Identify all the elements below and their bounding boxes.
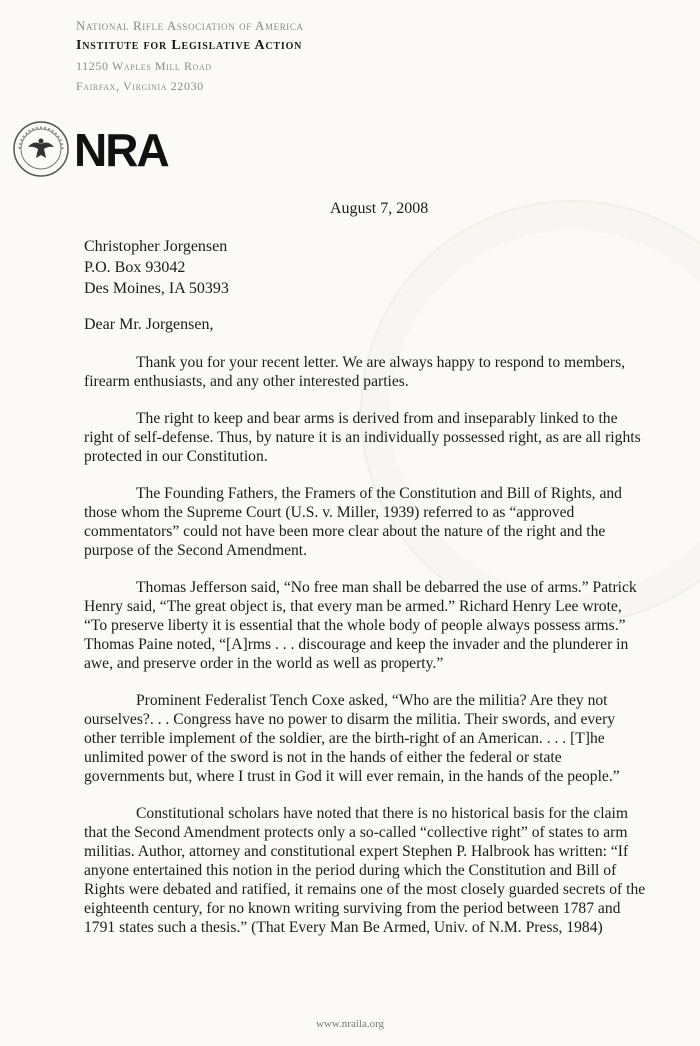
organization-name: National Rifle Association of America — [76, 18, 304, 33]
paragraph-line: The Founding Fathers, the Framers of the Constitution and Bill of Rights, and — [136, 485, 622, 502]
paragraph-line: anyone entertained this notion in the period during which the Constitution and Bill of — [84, 862, 617, 879]
paragraph-line: eighteenth century, for no known writing surviving from the period between 1787 and — [84, 900, 621, 917]
paragraph-line: other terrible implement of the soldier, are the birth-right of an American. . . . [T]he — [84, 730, 605, 747]
paragraph-line: Rights were debated and ratified, it remains one of the most closely guarded secrets of the — [84, 881, 646, 898]
paragraph-line: purpose of the Second Amendment. — [84, 542, 308, 559]
paragraph-line: ourselves?. . . Congress have no power to disarm the militia. Their swords, and every — [84, 711, 616, 728]
paragraph-line: unlimited power of the sword is not in the hands of either the federal or state — [84, 749, 562, 766]
paragraph-line: awe, and preserve order in the world as well as property.” — [84, 655, 444, 672]
salutation: Dear Mr. Jorgensen, — [84, 316, 214, 333]
paragraph-line: governments but, where I trust in God it will ever remain, in the hands of the people.” — [84, 768, 620, 785]
paragraph-line: Thank you for your recent letter. We are always happy to respond to members, — [136, 354, 626, 371]
recipient-city: Des Moines, IA 50393 — [84, 280, 229, 297]
institute-name: Institute for Legislative Action — [76, 38, 303, 53]
paragraph-line: right of self-defense. Thus, by nature it is an individually possessed right, as are all rights — [84, 429, 641, 446]
paragraph-line: that the Second Amendment protects only a so-called “collective right” of states to arm — [84, 824, 628, 841]
city-address: Fairfax, Virginia 22030 — [76, 79, 204, 93]
nra-logo: NRA — [74, 124, 168, 176]
footer-url: www.nraila.org — [315, 1018, 385, 1030]
letter-date: August 7, 2008 — [330, 200, 429, 217]
paragraph-line: Constitutional scholars have noted that there is no historical basis for the claim — [136, 805, 628, 822]
body-paragraph — [84, 691, 696, 786]
paragraph-line: firearm enthusiasts, and any other interested parties. — [84, 373, 409, 390]
paragraph-line: commentators” could not have been more clear about the nature of the right and the — [84, 523, 606, 540]
recipient-name: Christopher Jorgensen — [84, 238, 228, 255]
paragraph-line: militias. Author, attorney and constitutional expert Stephen P. Halbrook has written: “If — [84, 843, 629, 860]
paragraph-line: Thomas Jefferson said, “No free man shall be debarred the use of arms.” Patrick — [136, 579, 637, 596]
body-paragraph — [84, 804, 696, 937]
nra-seal-icon — [12, 120, 70, 178]
paragraph-line: Henry said, “The great object is, that every man be armed.” Richard Henry Lee wrote, — [84, 598, 622, 615]
paragraph-line: Prominent Federalist Tench Coxe asked, “Who are the militia? Are they not — [136, 692, 608, 709]
paragraph-line: 1791 states such a thesis.” (That Every Man Be Armed, Univ. of N.M. Press, 1984) — [84, 919, 603, 936]
paragraph-line: The right to keep and bear arms is derived from and inseparably linked to the — [136, 410, 618, 427]
paragraph-line: “To preserve liberty it is essential that the whole body of people always possess arms.” — [84, 617, 626, 634]
letter-body — [84, 353, 696, 955]
paragraph-line: protected in our Constitution. — [84, 448, 268, 465]
body-paragraph — [84, 409, 696, 466]
paragraph-line: Thomas Paine noted, “[A]rms . . . discourage and keep the invader and the plunderer in — [84, 636, 629, 653]
recipient-address — [84, 236, 229, 299]
body-paragraph — [84, 353, 696, 391]
body-paragraph — [84, 578, 696, 673]
body-paragraph — [84, 484, 696, 560]
letterhead — [76, 16, 304, 96]
recipient-po-box: P.O. Box 93042 — [84, 259, 186, 276]
street-address: 11250 Waples Mill Road — [76, 59, 212, 73]
paragraph-line: those whom the Supreme Court (U.S. v. Miller, 1939) referred to as “approved — [84, 504, 575, 521]
